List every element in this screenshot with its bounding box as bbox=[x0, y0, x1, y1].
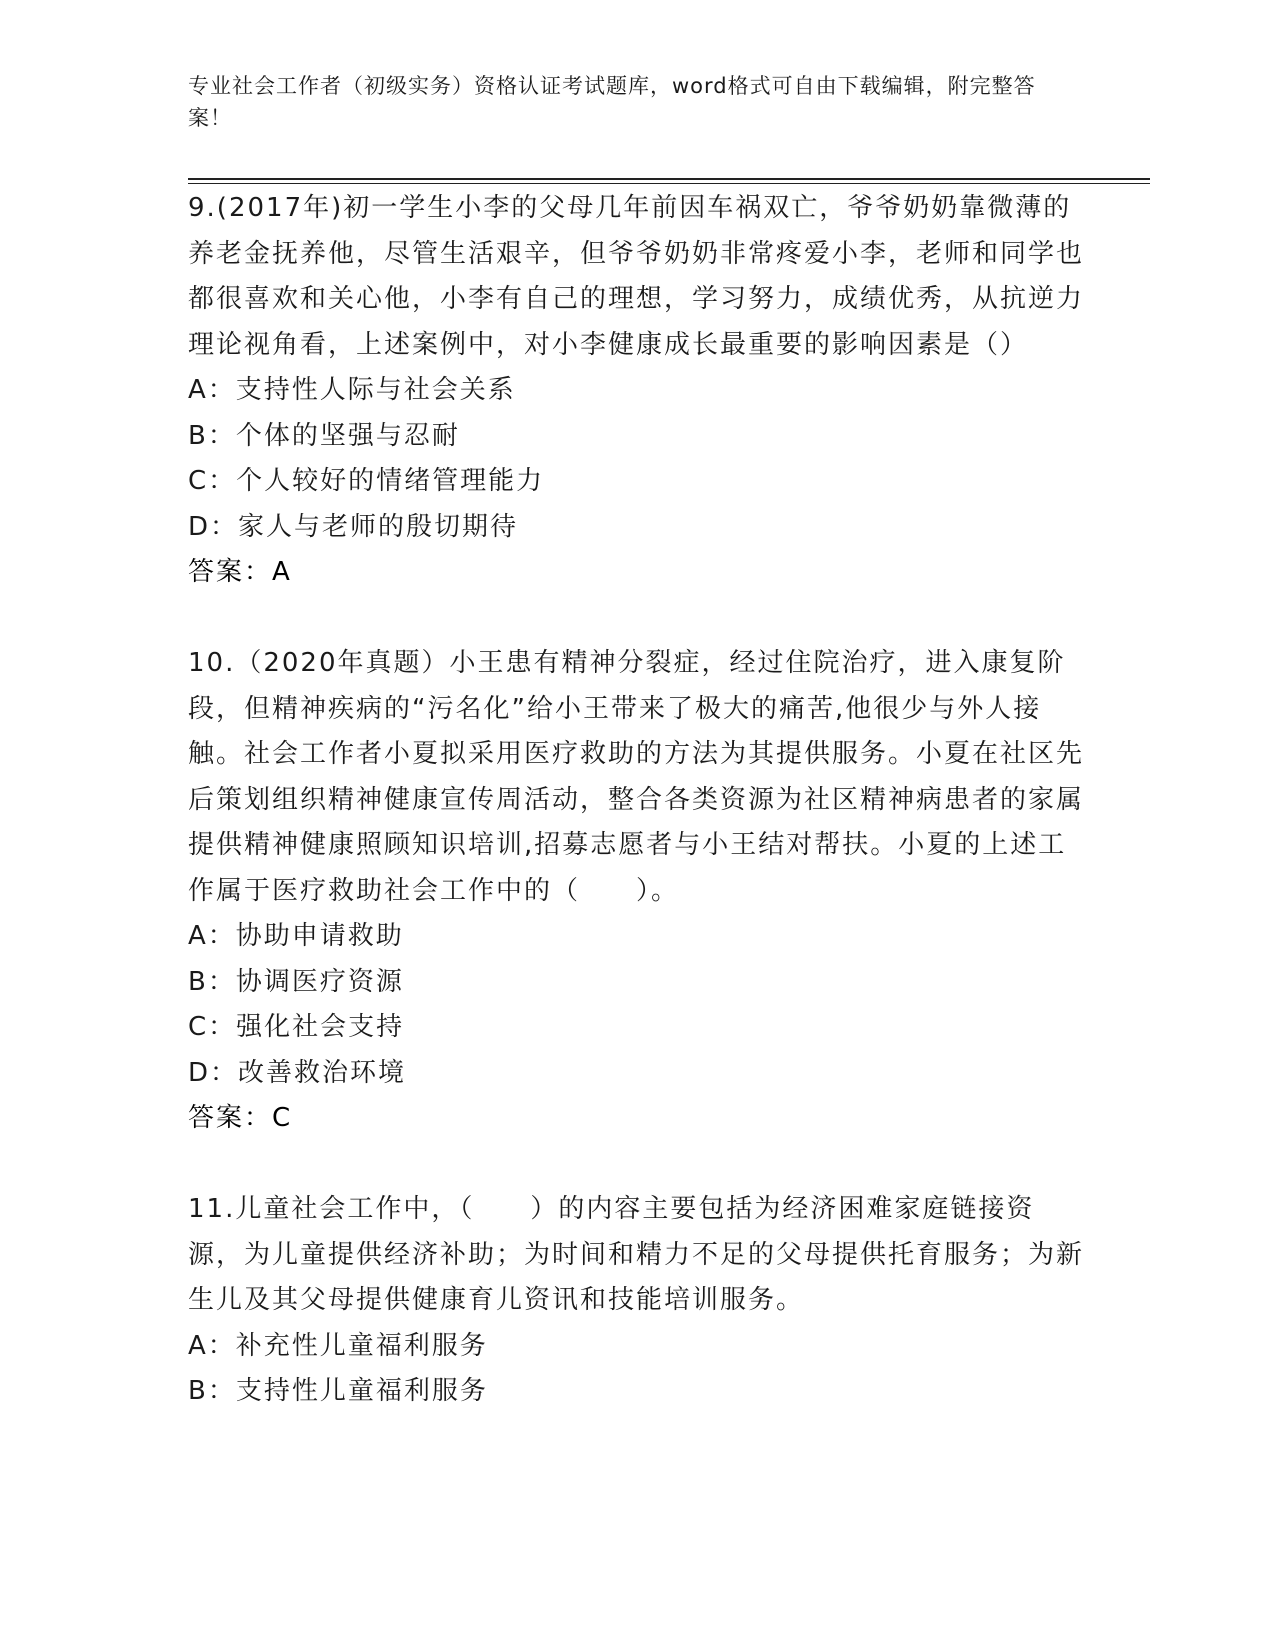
question-stem: 11.儿童社会工作中，（ ）的内容主要包括为经济困难家庭链接资源，为儿童提供经济补助；为时间和精力不足的父母提供托育服务；为新生儿及其父母提供健康育儿资讯和技能培训服务。 bbox=[188, 1194, 1085, 1315]
option-c: C：个人较好的情绪管理能力 bbox=[188, 466, 545, 496]
option-d: D：改善救治环境 bbox=[188, 1057, 407, 1088]
header-rule-thick bbox=[188, 178, 1150, 180]
spacer bbox=[188, 1142, 1088, 1188]
option-b: B：个体的坚强与忍耐 bbox=[188, 420, 460, 451]
answer-line: 答案：A bbox=[188, 557, 292, 587]
spacer bbox=[188, 596, 1088, 642]
option-c: C：强化社会支持 bbox=[188, 1012, 405, 1042]
question-9 bbox=[188, 186, 1088, 596]
option-b: B：协调医疗资源 bbox=[188, 966, 404, 997]
option-a: A：补充性儿童福利服务 bbox=[188, 1330, 488, 1361]
option-d: D：家人与老师的殷切期待 bbox=[188, 511, 519, 542]
question-10 bbox=[188, 641, 1088, 1142]
option-b: B：支持性儿童福利服务 bbox=[188, 1376, 488, 1406]
option-a: A：支持性人际与社会关系 bbox=[188, 375, 516, 405]
question-11 bbox=[188, 1187, 1088, 1415]
header-title: 专业社会工作者（初级实务）资格认证考试题库，word格式可自由下载编辑，附完整答案！ bbox=[188, 74, 1036, 130]
answer-line: 答案：C bbox=[188, 1103, 293, 1133]
question-list bbox=[188, 186, 1088, 1415]
document-header bbox=[188, 70, 1068, 134]
header-rule-thin bbox=[188, 183, 1150, 184]
question-stem: 9.(2017年)初一学生小李的父母几年前因车祸双亡，爷爷奶奶靠微薄的养老金抚养他，尽管生活艰辛，但爷爷奶奶非常疼爱小李，老师和同学也都很喜欢和关心他，小李有自己的理想，学习努力，成绩优秀，从抗逆力理论视角看，上述案例中，对小李健康成长最重要的影响因素是（） bbox=[188, 193, 1085, 360]
question-stem: 10.（2020年真题）小王患有精神分裂症，经过住院治疗，进入康复阶段，但精神疾病的“污名化”给小王带来了极大的痛苦,他很少与外人接触。社会工作者小夏拟采用医疗救助的方法为其提供服务。小夏在社区先后策划组织精神健康宣传周活动，整合各类资源为社区精神病患者的家属提供精神健康照顾知识培训,招募志愿者与小王结对帮扶。小夏的上述工作属于医疗救助社会工作中的（ ）。 bbox=[188, 648, 1085, 906]
option-a: A：协助申请救助 bbox=[188, 921, 404, 951]
